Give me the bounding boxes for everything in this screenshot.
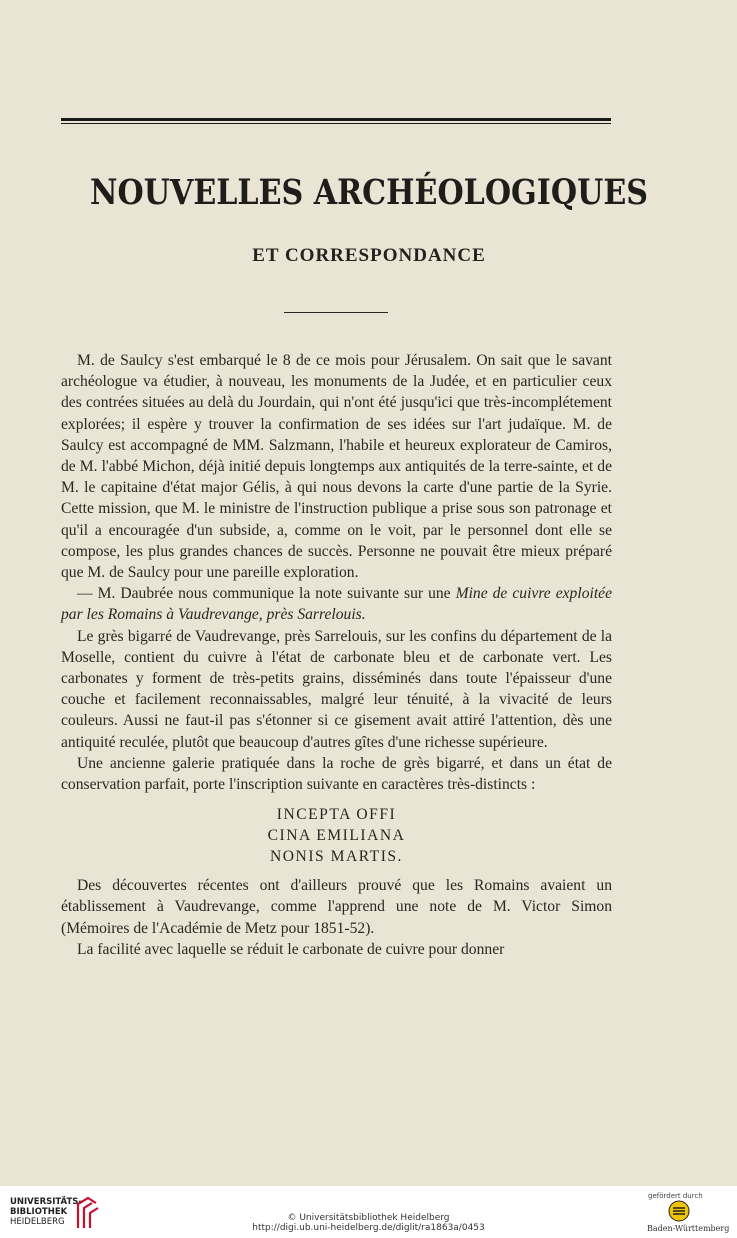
inscription-line: INCEPTA OFFI — [276, 806, 397, 824]
library-name[interactable] — [10, 1197, 82, 1227]
section-divider — [284, 312, 388, 313]
paragraph-gres-bigarre: Le grès bigarré de Vaudrevange, près Sarrelouis, sur les confins du département de la Moselle, contient du cuivre à l'état de carbonate bleu et de carbonate vert. Les carbonates y forment de très-petits grains, disséminés dans toute l'épaisseur d'une couche et facilement reconnaissables, malgré leur ténuité, à la vivacité de leurs couleurs. Aussi ne faut-il pas s'étonner si ce gisement avait attiré l'attention, dès une antiquité reculée, plutôt que beaucoup d'autres gîtes d'une richesse supérieure. — [61, 627, 612, 751]
daubree-intro-text: — M. Daubrée nous communique la note suivante sur une — [77, 585, 451, 603]
roman-inscription — [61, 804, 612, 867]
copyright-notice — [240, 1213, 497, 1233]
article-body — [61, 350, 612, 960]
viewer-footer — [0, 1186, 737, 1238]
library-name-line: HEIDELBERG — [10, 1217, 65, 1227]
top-thick-rule — [61, 118, 611, 121]
article-subtitle: ET CORRESPONDANCE — [252, 245, 486, 266]
university-library-logo-icon[interactable] — [74, 1194, 100, 1230]
paragraph-decouvertes: Des découvertes récentes ont d'ailleurs prouvé que les Romains avaient un établissement à Vaudrevange, comme l'apprend une note de M. Victor Simon (Mémoires de l'Académie de Metz pour 1851-52). — [61, 877, 612, 937]
funder-name: Baden-Württemberg — [647, 1224, 730, 1233]
funded-by-label: gefördert durch — [648, 1192, 703, 1200]
baden-wuerttemberg-crest-icon — [668, 1200, 690, 1222]
paragraph-facilite: La facilité avec laquelle se réduit le carbonate de cuivre pour donner — [77, 940, 505, 958]
mine-title: Mine de cuivre exploitée par les Romains à Vaudrevange, près Sarrelouis. — [61, 585, 612, 624]
copyright-text: © Universitätsbibliothek Heidelberg — [287, 1213, 450, 1223]
top-thin-rule — [61, 123, 611, 124]
article-title: NOUVELLES ARCHÉOLOGIQUES — [89, 172, 649, 213]
inscription-line: NONIS MARTIS. — [270, 848, 403, 866]
permalink-url[interactable]: http://digi.ub.uni-heidelberg.de/diglit/ra1863a/0453 — [252, 1223, 485, 1233]
paragraph-daubree-intro — [61, 583, 612, 625]
paragraph-saulcy: M. de Saulcy s'est embarqué le 8 de ce mois pour Jérusalem. On sait que le savant archéologue va étudier, à nouveau, les monuments de la Judée, et en particulier ceux des contrées situées au delà du Jourdain, qui n'ont été jusqu'ici que très-incomplétement explorées; il espère y trouver la confirmation de ses idées sur l'art judaïque. M. de Saulcy est accompagné de MM. Salzmann, l'habile et heureux explorateur de Camiros, de M. l'abbé Michon, déjà initié depuis longtemps aux antiquités de la terre-sainte, et de M. le capitaine d'état major Gélis, à qui nous devons la carte d'une partie de la Syrie. Cette mission, que M. le ministre de l'instruction publique a prise sous son patronage et qu'il a encouragée d'un subside, a, comme on le voit, par le personnel dont elle se compose, les plus grandes chances de succès. Personne ne pouvait être mieux préparé que M. de Saulcy pour une pareille exploration. — [61, 352, 612, 582]
library-name-line: BIBLIOTHEK — [10, 1207, 68, 1217]
inscription-line: CINA EMILIANA — [267, 827, 406, 845]
library-name-line: UNIVERSITÄTS- — [10, 1197, 82, 1207]
paragraph-galerie: Une ancienne galerie pratiquée dans la roche de grès bigarré, et dans un état de conservation parfait, porte l'inscription suivante en caractères très-distincts : — [61, 754, 612, 794]
